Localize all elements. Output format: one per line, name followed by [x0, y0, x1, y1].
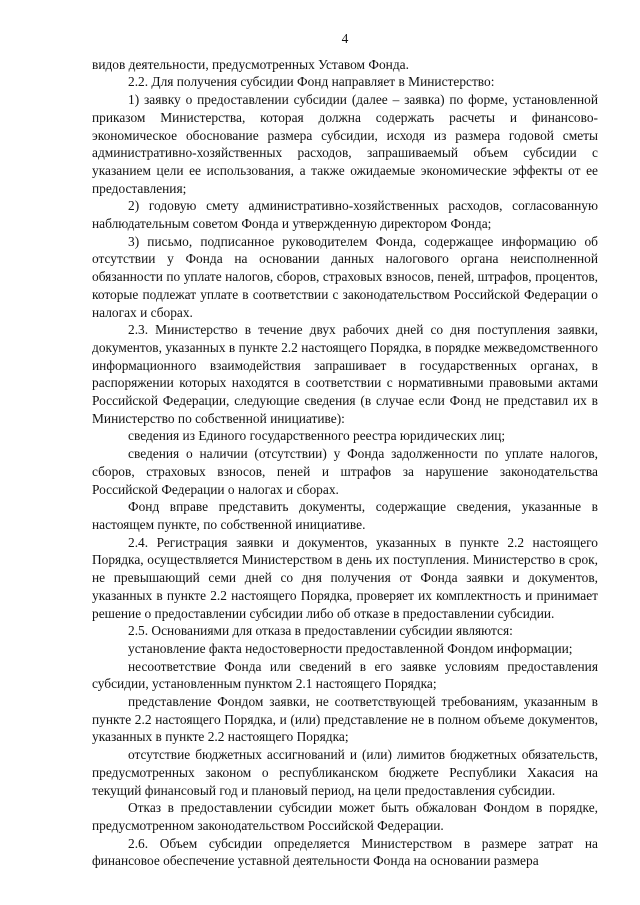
paragraph: 2.5. Основаниями для отказа в предоставлении субсидии являются:: [128, 623, 513, 639]
paragraph: 2.6. Объем субсидии определяется Министерством в размере затрат на финансовое обеспечение уставной деятельности Фонда на основании размера: [92, 835, 598, 869]
paragraph: видов деятельности, предусмотренных Уставом Фонда.: [92, 56, 409, 72]
page-number: 4: [341, 31, 349, 46]
paragraph: установление факта недостоверности предоставленной Фондом информации;: [128, 640, 573, 656]
paragraph: сведения из Единого государственного реестра юридических лиц;: [128, 428, 506, 444]
paragraph: несоответствие Фонда или сведений в его заявке условиям предоставления субсидии, установленным пунктом 2.1 настоящего Порядка;: [92, 658, 598, 692]
paragraph: 1) заявку о предоставлении субсидии (далее – заявка) по форме, установленной приказом Министерства, которая должна содержать расчеты и финансово-экономическое обоснование размера субсидии, исходя из размера годовой сметы административно-хозяйственных расходов, запрашиваемый объем субсидии с указанием цели ее использования, а также ожидаемые экономические эффекты от ее предоставления;: [92, 92, 598, 196]
paragraph: 2.3. Министерство в течение двух рабочих дней со дня поступления заявки, документов, указанных в пункте 2.2 настоящего Порядка, в порядке межведомственного информационного взаимодействия запрашивает в государственных органах, в распоряжении которых находятся в соответствии с нормативными правовыми актами Российской Федерации, следующие сведения (в случае если Фонд не представил их в Министерство по собственной инициативе):: [92, 322, 598, 426]
paragraph: представление Фондом заявки, не соответствующей требованиям, указанным в пункте 2.2 настоящего Порядка, и (или) представление не в полном объеме документов, указанных в пункте 2.2 настоящего Порядка;: [92, 694, 598, 745]
document-body: [92, 56, 598, 870]
paragraph: Фонд вправе представить документы, содержащие сведения, указанные в настоящем пункте, по собственной инициативе.: [92, 499, 598, 532]
paragraph: 2.4. Регистрация заявки и документов, указанных в пункте 2.2 настоящего Порядка, осуществляется Министерством в день их поступления. Министерство в срок, не превышающий семи дней со дня получения от Фонда заявки и документов, указанных в пункте 2.2 настоящего Порядка, проверяет их комплектность и принимает решение о предоставлении субсидии либо об отказе в предоставлении субсидии.: [92, 534, 598, 621]
paragraph: Отказ в предоставлении субсидии может быть обжалован Фондом в порядке, предусмотренном законодательством Российской Федерации.: [92, 800, 598, 833]
paragraph: 2.2. Для получения субсидии Фонд направляет в Министерство:: [128, 74, 495, 90]
document-page: [92, 30, 598, 870]
paragraph: сведения о наличии (отсутствии) у Фонда задолженности по уплате налогов, сборов, страховых взносов, пеней и штрафов за нарушение законодательства Российской Федерации о налогах и сборах.: [92, 446, 598, 497]
paragraph: 2) годовую смету административно-хозяйственных расходов, согласованную наблюдательным советом Фонда и утвержденную директором Фонда;: [92, 198, 598, 232]
paragraph: 3) письмо, подписанное руководителем Фонда, содержащее информацию об отсутствии у Фонда на основании данных налогового органа неисполненной обязанности по уплате налогов, сборов, страховых взносов, пеней, штрафов, процентов, которые подлежат уплате в соответствии с законодательством Российской Федерации о налогах и сборах.: [92, 233, 598, 320]
paragraph: отсутствие бюджетных ассигнований и (или) лимитов бюджетных обязательств, предусмотренных законом о республиканском бюджете Республики Хакасия на текущий финансовый год и плановый период, на цели предоставления субсидии.: [92, 747, 598, 798]
